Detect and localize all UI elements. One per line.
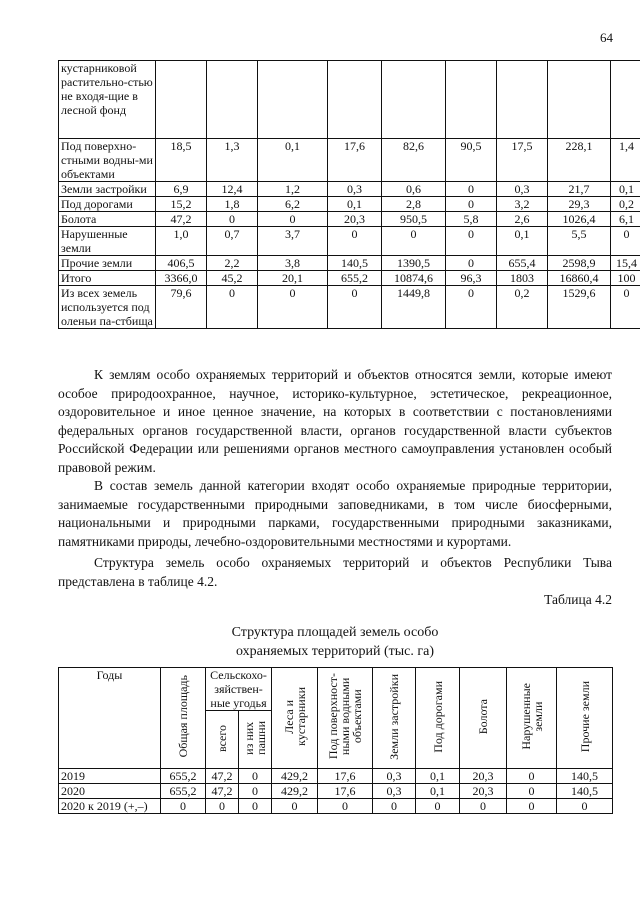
table-cell: 0 — [258, 212, 328, 227]
table-cell: 0,2 — [611, 197, 640, 212]
table-header-row — [59, 668, 613, 711]
table-cell: 2,6 — [497, 212, 548, 227]
table-cell: 79,6 — [156, 286, 207, 329]
table-cell: 17,6 — [328, 139, 382, 182]
table-cell: 21,7 — [548, 182, 611, 197]
table-cell: 0 — [373, 799, 416, 814]
table-cell: 82,6 — [382, 139, 446, 182]
row-label: Итого — [59, 271, 156, 286]
table-cell: 0 — [446, 197, 497, 212]
header-text: Общая площадь — [176, 675, 190, 758]
table-cell: 1,2 — [258, 182, 328, 197]
column-header-years: Годы — [59, 668, 161, 769]
table-cell: 1449,8 — [382, 286, 446, 329]
table-cell: 100 — [611, 271, 640, 286]
table-cell: 0,1 — [497, 227, 548, 256]
row-label: Прочие земли — [59, 256, 156, 271]
table-cell: 20,3 — [460, 769, 507, 784]
table-cell: 0,3 — [373, 769, 416, 784]
table-cell: 10874,6 — [382, 271, 446, 286]
table-cell: 0,1 — [328, 197, 382, 212]
table-cell: 1,3 — [207, 139, 258, 182]
column-header-disturbed — [507, 668, 557, 769]
table-cell — [207, 61, 258, 139]
table-cell: 20,3 — [328, 212, 382, 227]
table-cell: 12,4 — [207, 182, 258, 197]
table-cell: 429,2 — [272, 769, 318, 784]
row-year: 2020 к 2019 (+,–) — [59, 799, 161, 814]
table-cell: 2,2 — [207, 256, 258, 271]
row-year: 2020 — [59, 784, 161, 799]
table-cell: 0 — [460, 799, 507, 814]
table-cell: 0,3 — [373, 784, 416, 799]
column-header-forest — [272, 668, 318, 769]
table-cell: 6,9 — [156, 182, 207, 197]
table-cell: 0 — [328, 227, 382, 256]
table-cell: 0,1 — [258, 139, 328, 182]
table-cell: 0 — [318, 799, 373, 814]
row-label: кустарниковой растительно-стью не входя-щие в лесной фонд — [59, 61, 156, 139]
paragraph-protected-lands — [58, 366, 612, 477]
table-cell: 0 — [416, 799, 460, 814]
table-cell: 0 — [507, 784, 557, 799]
table-cell: 47,2 — [206, 769, 239, 784]
table-cell: 0 — [507, 799, 557, 814]
table-cell: 0,6 — [382, 182, 446, 197]
paragraph-structure-ref — [58, 554, 612, 591]
table-cell: 950,5 — [382, 212, 446, 227]
table-cell — [382, 61, 446, 139]
table-cell: 3,2 — [497, 197, 548, 212]
table-cell: 0 — [272, 799, 318, 814]
table-cell: 6,2 — [258, 197, 328, 212]
table-cell: 0 — [161, 799, 206, 814]
table-cell: 45,2 — [207, 271, 258, 286]
table-title-line: охраняемых территорий (тыс. га) — [235, 644, 435, 659]
column-header-agri: Сельскохо-зяйствен-ные угодья — [206, 668, 272, 711]
table-row — [59, 212, 640, 227]
table-cell: 1026,4 — [548, 212, 611, 227]
table-cell: 655,2 — [328, 271, 382, 286]
table-cell: 1,4 — [611, 139, 640, 182]
column-header-roads — [416, 668, 460, 769]
table-cell: 15,4 — [611, 256, 640, 271]
table-cell: 0 — [382, 227, 446, 256]
table-cell: 29,3 — [548, 197, 611, 212]
table-cell: 15,2 — [156, 197, 207, 212]
table-cell: 0 — [207, 286, 258, 329]
row-label: Под поверхно-стными водны-ми объектами — [59, 139, 156, 182]
paragraph-text: Структура земель особо охраняемых территорий и объектов Республики Тыва представлена в таблице 4.2. — [58, 555, 612, 589]
table-row — [59, 197, 640, 212]
table-cell — [446, 61, 497, 139]
table-row — [59, 182, 640, 197]
table-cell: 5,8 — [446, 212, 497, 227]
table-cell: 17,6 — [318, 769, 373, 784]
table-cell: 1,0 — [156, 227, 207, 256]
header-text: Под дорогами — [430, 680, 445, 753]
table-cell: 1390,5 — [382, 256, 446, 271]
table-cell — [548, 61, 611, 139]
table-cell: 2598,9 — [548, 256, 611, 271]
table-cell: 90,5 — [446, 139, 497, 182]
column-header-total — [161, 668, 206, 769]
table-row — [59, 286, 640, 329]
table-cell: 655,4 — [497, 256, 548, 271]
table-cell: 406,5 — [156, 256, 207, 271]
table-cell: 5,5 — [548, 227, 611, 256]
table-row — [59, 61, 640, 139]
paragraph-text: В состав земель данной категории входят особо охраняемые природные территории, занимаемые государственными природными заповедниками, в том числе биосферными, национальными и природными парками, государственными природными заказниками, памятниками природы, лечебно-оздоровительными местностями и курортами. — [58, 478, 612, 549]
table-cell: 0,3 — [328, 182, 382, 197]
table-cell: 0,7 — [207, 227, 258, 256]
table-cell: 0,2 — [497, 286, 548, 329]
page-number: 64 — [600, 30, 613, 45]
header-text: Под поверхност- ными водными объектами — [326, 673, 365, 760]
column-header-agri-arable — [239, 711, 272, 769]
table-cell: 655,2 — [161, 784, 206, 799]
row-label: Из всех земель используется под оленьи па-стбища — [59, 286, 156, 329]
column-header-built — [373, 668, 416, 769]
table-cell: 0 — [239, 799, 272, 814]
table-row — [59, 256, 640, 271]
table-cell: 0 — [207, 212, 258, 227]
table-cell: 0 — [611, 286, 640, 329]
table-cell: 1529,6 — [548, 286, 611, 329]
table-cell: 47,2 — [156, 212, 207, 227]
table-row — [59, 139, 640, 182]
table-cell: 0 — [258, 286, 328, 329]
table-row — [59, 227, 640, 256]
table-cell: 16860,4 — [548, 271, 611, 286]
table-cell: 47,2 — [206, 784, 239, 799]
table-cell: 140,5 — [557, 784, 613, 799]
table-row — [59, 769, 613, 784]
table-cell: 20,3 — [460, 784, 507, 799]
table-cell: 17,5 — [497, 139, 548, 182]
table-cell: 3,7 — [258, 227, 328, 256]
table-cell: 3366,0 — [156, 271, 207, 286]
column-header-water — [318, 668, 373, 769]
table-cell: 6,1 — [611, 212, 640, 227]
table-cell: 655,2 — [161, 769, 206, 784]
land-balance-table — [58, 60, 640, 329]
column-header-swamps — [460, 668, 507, 769]
header-text: всего — [215, 724, 229, 752]
table-cell: 140,5 — [328, 256, 382, 271]
row-label: Болота — [59, 212, 156, 227]
table-cell — [611, 61, 640, 139]
table-cell: 228,1 — [548, 139, 611, 182]
table-cell — [328, 61, 382, 139]
table-cell — [156, 61, 207, 139]
table-cell — [258, 61, 328, 139]
header-text: Нарушенные земли — [518, 683, 545, 750]
table-cell: 0,1 — [416, 769, 460, 784]
table-cell: 0 — [507, 769, 557, 784]
table-cell: 140,5 — [557, 769, 613, 784]
table-label: Таблица 4.2 — [544, 592, 612, 607]
table-cell: 0 — [206, 799, 239, 814]
table-cell: 0 — [239, 769, 272, 784]
header-text: Прочие земли — [577, 680, 592, 753]
table-row — [59, 271, 640, 286]
table-cell: 429,2 — [272, 784, 318, 799]
table-cell: 0,3 — [497, 182, 548, 197]
table-cell: 17,6 — [318, 784, 373, 799]
table-cell: 0 — [611, 227, 640, 256]
table-cell: 0 — [557, 799, 613, 814]
table-title-line: Структура площадей земель особо — [231, 625, 439, 640]
protected-areas-table — [58, 667, 613, 814]
row-label: Нарушенные земли — [59, 227, 156, 256]
table-cell: 0 — [446, 227, 497, 256]
table-cell: 0 — [328, 286, 382, 329]
table-cell: 0 — [446, 182, 497, 197]
table-cell: 0,1 — [611, 182, 640, 197]
header-text: Болота — [476, 698, 491, 735]
table-row — [59, 799, 613, 814]
row-year: 2019 — [59, 769, 161, 784]
column-header-other — [557, 668, 613, 769]
paragraph-composition — [58, 477, 612, 551]
table-cell: 1803 — [497, 271, 548, 286]
column-header-agri-all — [206, 711, 239, 769]
header-text: из них пашни — [242, 721, 268, 756]
table-cell: 0 — [239, 784, 272, 799]
header-text: Леса и кустарники — [281, 687, 308, 746]
table-cell: 0,1 — [416, 784, 460, 799]
row-label: Земли застройки — [59, 182, 156, 197]
table-cell: 18,5 — [156, 139, 207, 182]
table-title — [58, 623, 612, 661]
table-cell: 1,8 — [207, 197, 258, 212]
table-cell: 0 — [446, 286, 497, 329]
table-cell: 20,1 — [258, 271, 328, 286]
table-row — [59, 784, 613, 799]
table-cell: 0 — [446, 256, 497, 271]
table-cell: 3,8 — [258, 256, 328, 271]
row-label: Под дорогами — [59, 197, 156, 212]
header-text: Земли застройки — [387, 673, 402, 760]
table-cell: 2,8 — [382, 197, 446, 212]
paragraph-text: К землям особо охраняемых территорий и объектов относятся земли, которые имеют особое природоохранное, научное, историко-культурное, эстетическое, рекреационное, оздоровительное и иное ценное значение, на которых в соответствии с постановлениями федеральных органов государственной власти, органов государственной власти субъектов Российской Федерации или решениями органов местного самоуправления установлен особый правовой режим. — [58, 367, 612, 475]
table-cell — [497, 61, 548, 139]
table-cell: 96,3 — [446, 271, 497, 286]
